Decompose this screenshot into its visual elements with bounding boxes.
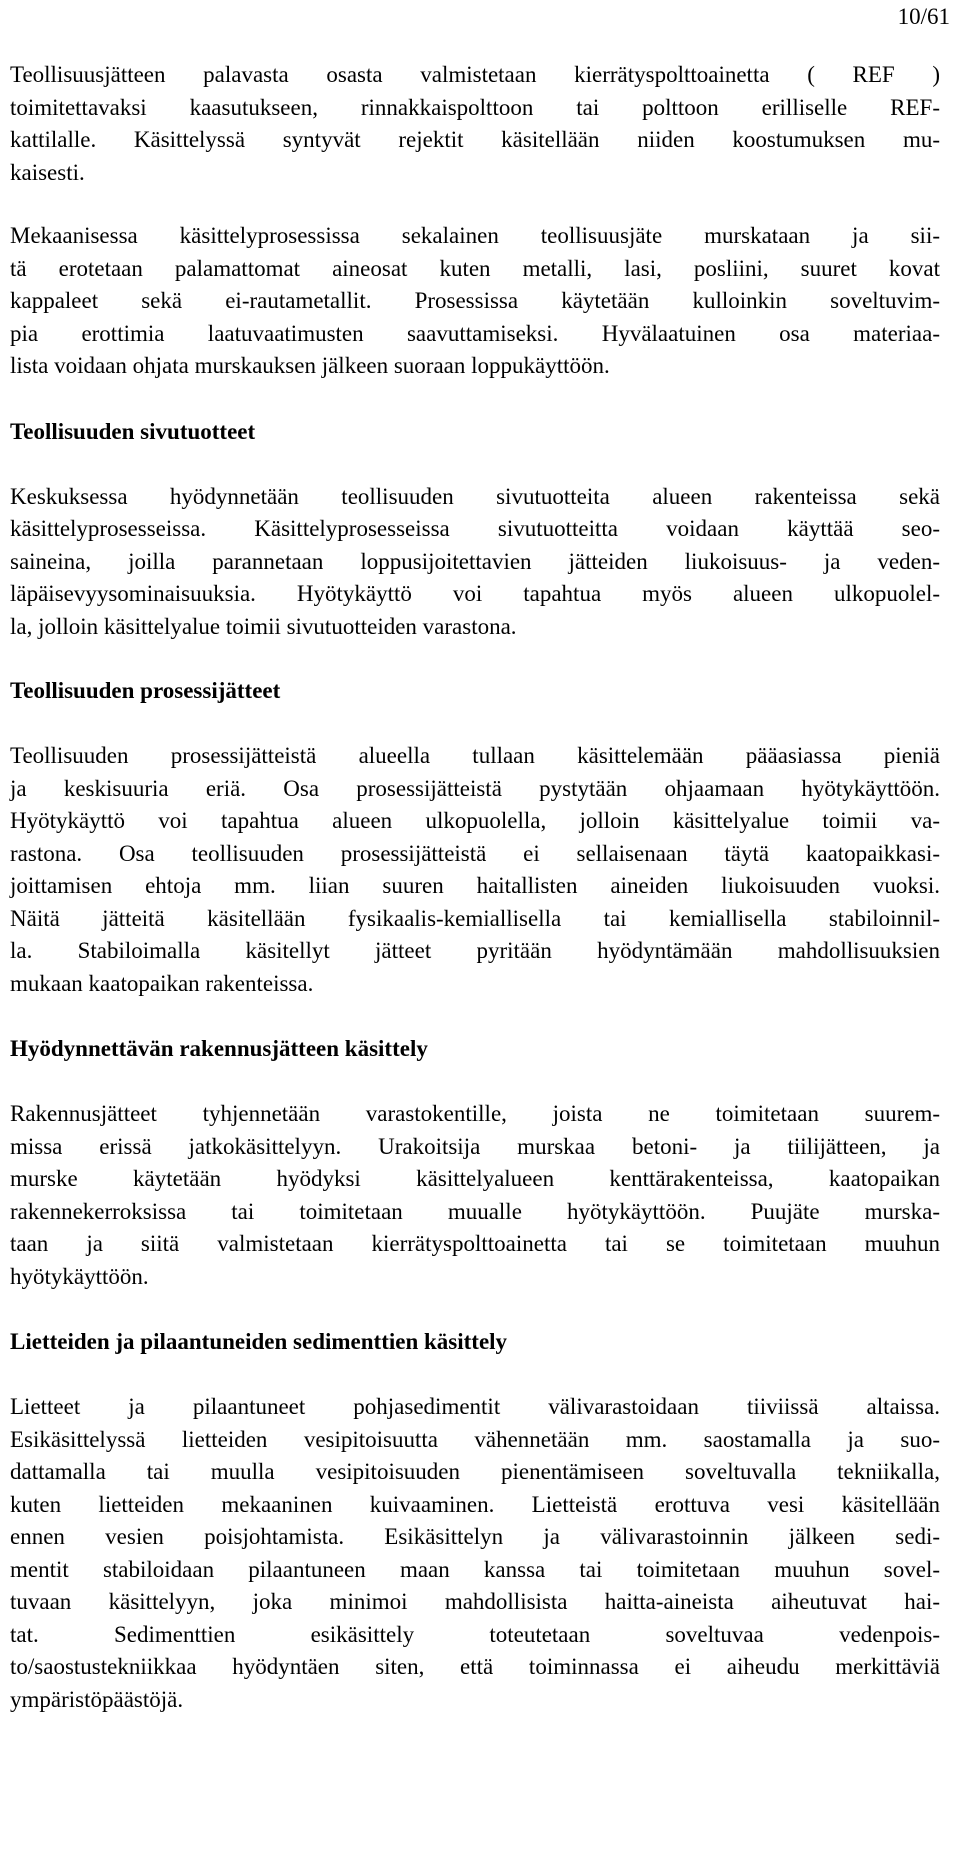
- text-line: murske käytetään hyödyksi käsittelyalueen kenttärakenteissa, kaatopaikan: [10, 1166, 940, 1191]
- text-line: Hyötykäyttö voi tapahtua alueen ulkopuolella, jolloin käsittelyalue toimii va-: [10, 808, 940, 833]
- text-line: Lietteet ja pilaantuneet pohjasedimentit välivarastoidaan tiiviissä altaissa.: [10, 1394, 940, 1419]
- text-line: la. Stabiloimalla käsitellyt jätteet pyritään hyödyntämään mahdollisuuksien: [10, 938, 940, 963]
- document-body: [10, 59, 940, 1716]
- text-line: mukaan kaatopaikan rakenteissa.: [10, 970, 314, 996]
- text-line: joittamisen ehtoja mm. liian suuren haitallisten aineiden liukoisuuden vuoksi.: [10, 873, 940, 898]
- section-heading-construction-waste: Hyödynnettävän rakennusjätteen käsittely: [10, 1036, 428, 1061]
- paragraph-mechanical-processing: [10, 220, 940, 383]
- text-line: dattamalla tai muulla vesipitoisuuden pienentämiseen soveltuvalla tekniikalla,: [10, 1459, 940, 1484]
- text-line: tuvaan käsittelyyn, joka minimoi mahdollisista haitta-aineista aiheutuvat hai-: [10, 1589, 940, 1614]
- text-line: saineina, joilla parannetaan loppusijoitettavien jätteiden liukoisuus- ja veden-: [10, 548, 940, 574]
- text-line: läpäisevyysominaisuuksia. Hyötykäyttö voi tapahtua myös alueen ulkopuolel-: [10, 581, 940, 606]
- text-line: ympäristöpäästöjä.: [10, 1686, 184, 1712]
- text-line: rastona. Osa teollisuuden prosessijätteistä ei sellaisenaan täytä kaatopaikkasi-: [10, 840, 940, 866]
- text-line: käsittelyprosesseissa. Käsittelyprosesseissa sivutuotteitta voidaan käyttää seo-: [10, 516, 940, 541]
- text-line: lista voidaan ohjata murskauksen jälkeen suoraan loppukäyttöön.: [10, 353, 610, 378]
- text-line: kaisesti.: [10, 159, 85, 185]
- text-line: hyötykäyttöön.: [10, 1263, 149, 1289]
- paragraph-sludge-sediments: [10, 1391, 940, 1716]
- text-line: tä erotetaan palamattomat aineosat kuten metalli, lasi, posliini, suuret kovat: [10, 255, 940, 281]
- paragraph-process-waste: [10, 740, 940, 1000]
- text-line: kuten lietteiden mekaaninen kuivaaminen. Lietteistä erottuva vesi käsitellään: [10, 1491, 940, 1517]
- text-line: Mekaanisessa käsittelyprosessissa sekalainen teollisuusjäte murskataan ja sii-: [10, 223, 940, 248]
- text-line: Teollisuuden prosessijätteistä alueella tullaan käsittelemään pääasiassa pieniä: [10, 743, 940, 768]
- text-line: ja keskisuuria eriä. Osa prosessijätteistä pystytään ohjaamaan hyötykäyttöön.: [10, 775, 940, 801]
- text-line: Rakennusjätteet tyhjennetään varastokentille, joista ne toimitetaan suurem-: [10, 1101, 940, 1126]
- text-line: kattilalle. Käsittelyssä syntyvät rejektit käsitellään niiden koostumuksen mu-: [10, 127, 940, 152]
- section-heading-sludge-sediments: Lietteiden ja pilaantuneiden sedimenttien käsittely: [10, 1329, 508, 1354]
- text-line: rakennekerroksissa tai toimitetaan muualle hyötykäyttöön. Puujäte murska-: [10, 1198, 940, 1224]
- text-line: tat. Sedimenttien esikäsittely toteutetaan soveltuvaa vedenpois-: [10, 1621, 940, 1647]
- text-line: Teollisuusjätteen palavasta osasta valmistetaan kierrätyspolttoainetta ( REF ): [10, 62, 940, 87]
- text-line: Näitä jätteitä käsitellään fysikaalis-kemiallisella tai kemiallisella stabiloinnil-: [10, 905, 940, 931]
- text-line: ennen vesien poisjohtamista. Esikäsittelyn ja välivarastoinnin jälkeen sedi-: [10, 1524, 940, 1549]
- text-line: kappaleet sekä ei-rautametallit. Prosessissa käytetään kulloinkin soveltuvim-: [10, 288, 940, 313]
- text-line: pia erottimia laatuvaatimusten saavuttamiseksi. Hyvälaatuinen osa materiaa-: [10, 320, 940, 346]
- text-line: Esikäsittelyssä lietteiden vesipitoisuutta vähennetään mm. saostamalla ja suo-: [10, 1426, 940, 1452]
- section-heading-process-waste: Teollisuuden prosessijätteet: [10, 678, 281, 703]
- text-line: toimitettavaksi kaasutukseen, rinnakkaispolttoon tai polttoon erilliselle REF-: [10, 94, 940, 120]
- text-line: missa erissä jatkokäsittelyyn. Urakoitsija murskaa betoni- ja tiilijätteen, ja: [10, 1133, 940, 1159]
- section-heading-industrial-byproducts: Teollisuuden sivutuotteet: [10, 418, 256, 444]
- text-line: to/saostustekniikkaa hyödyntäen siten, että toiminnassa ei aiheudu merkittäviä: [10, 1654, 940, 1679]
- page-number: 10/61: [897, 4, 950, 29]
- text-line: la, jolloin käsittelyalue toimii sivutuotteiden varastona.: [10, 613, 517, 639]
- text-line: taan ja siitä valmistetaan kierrätyspolttoainetta tai se toimitetaan muuhun: [10, 1231, 940, 1256]
- text-line: mentit stabiloidaan pilaantuneen maan kanssa tai toimitetaan muuhun sovel-: [10, 1556, 940, 1582]
- paragraph-construction-waste: [10, 1098, 940, 1293]
- paragraph-industrial-byproducts: [10, 481, 940, 644]
- paragraph-ref-production: [10, 59, 940, 189]
- text-line: Keskuksessa hyödynnetään teollisuuden sivutuotteita alueen rakenteissa sekä: [10, 483, 940, 509]
